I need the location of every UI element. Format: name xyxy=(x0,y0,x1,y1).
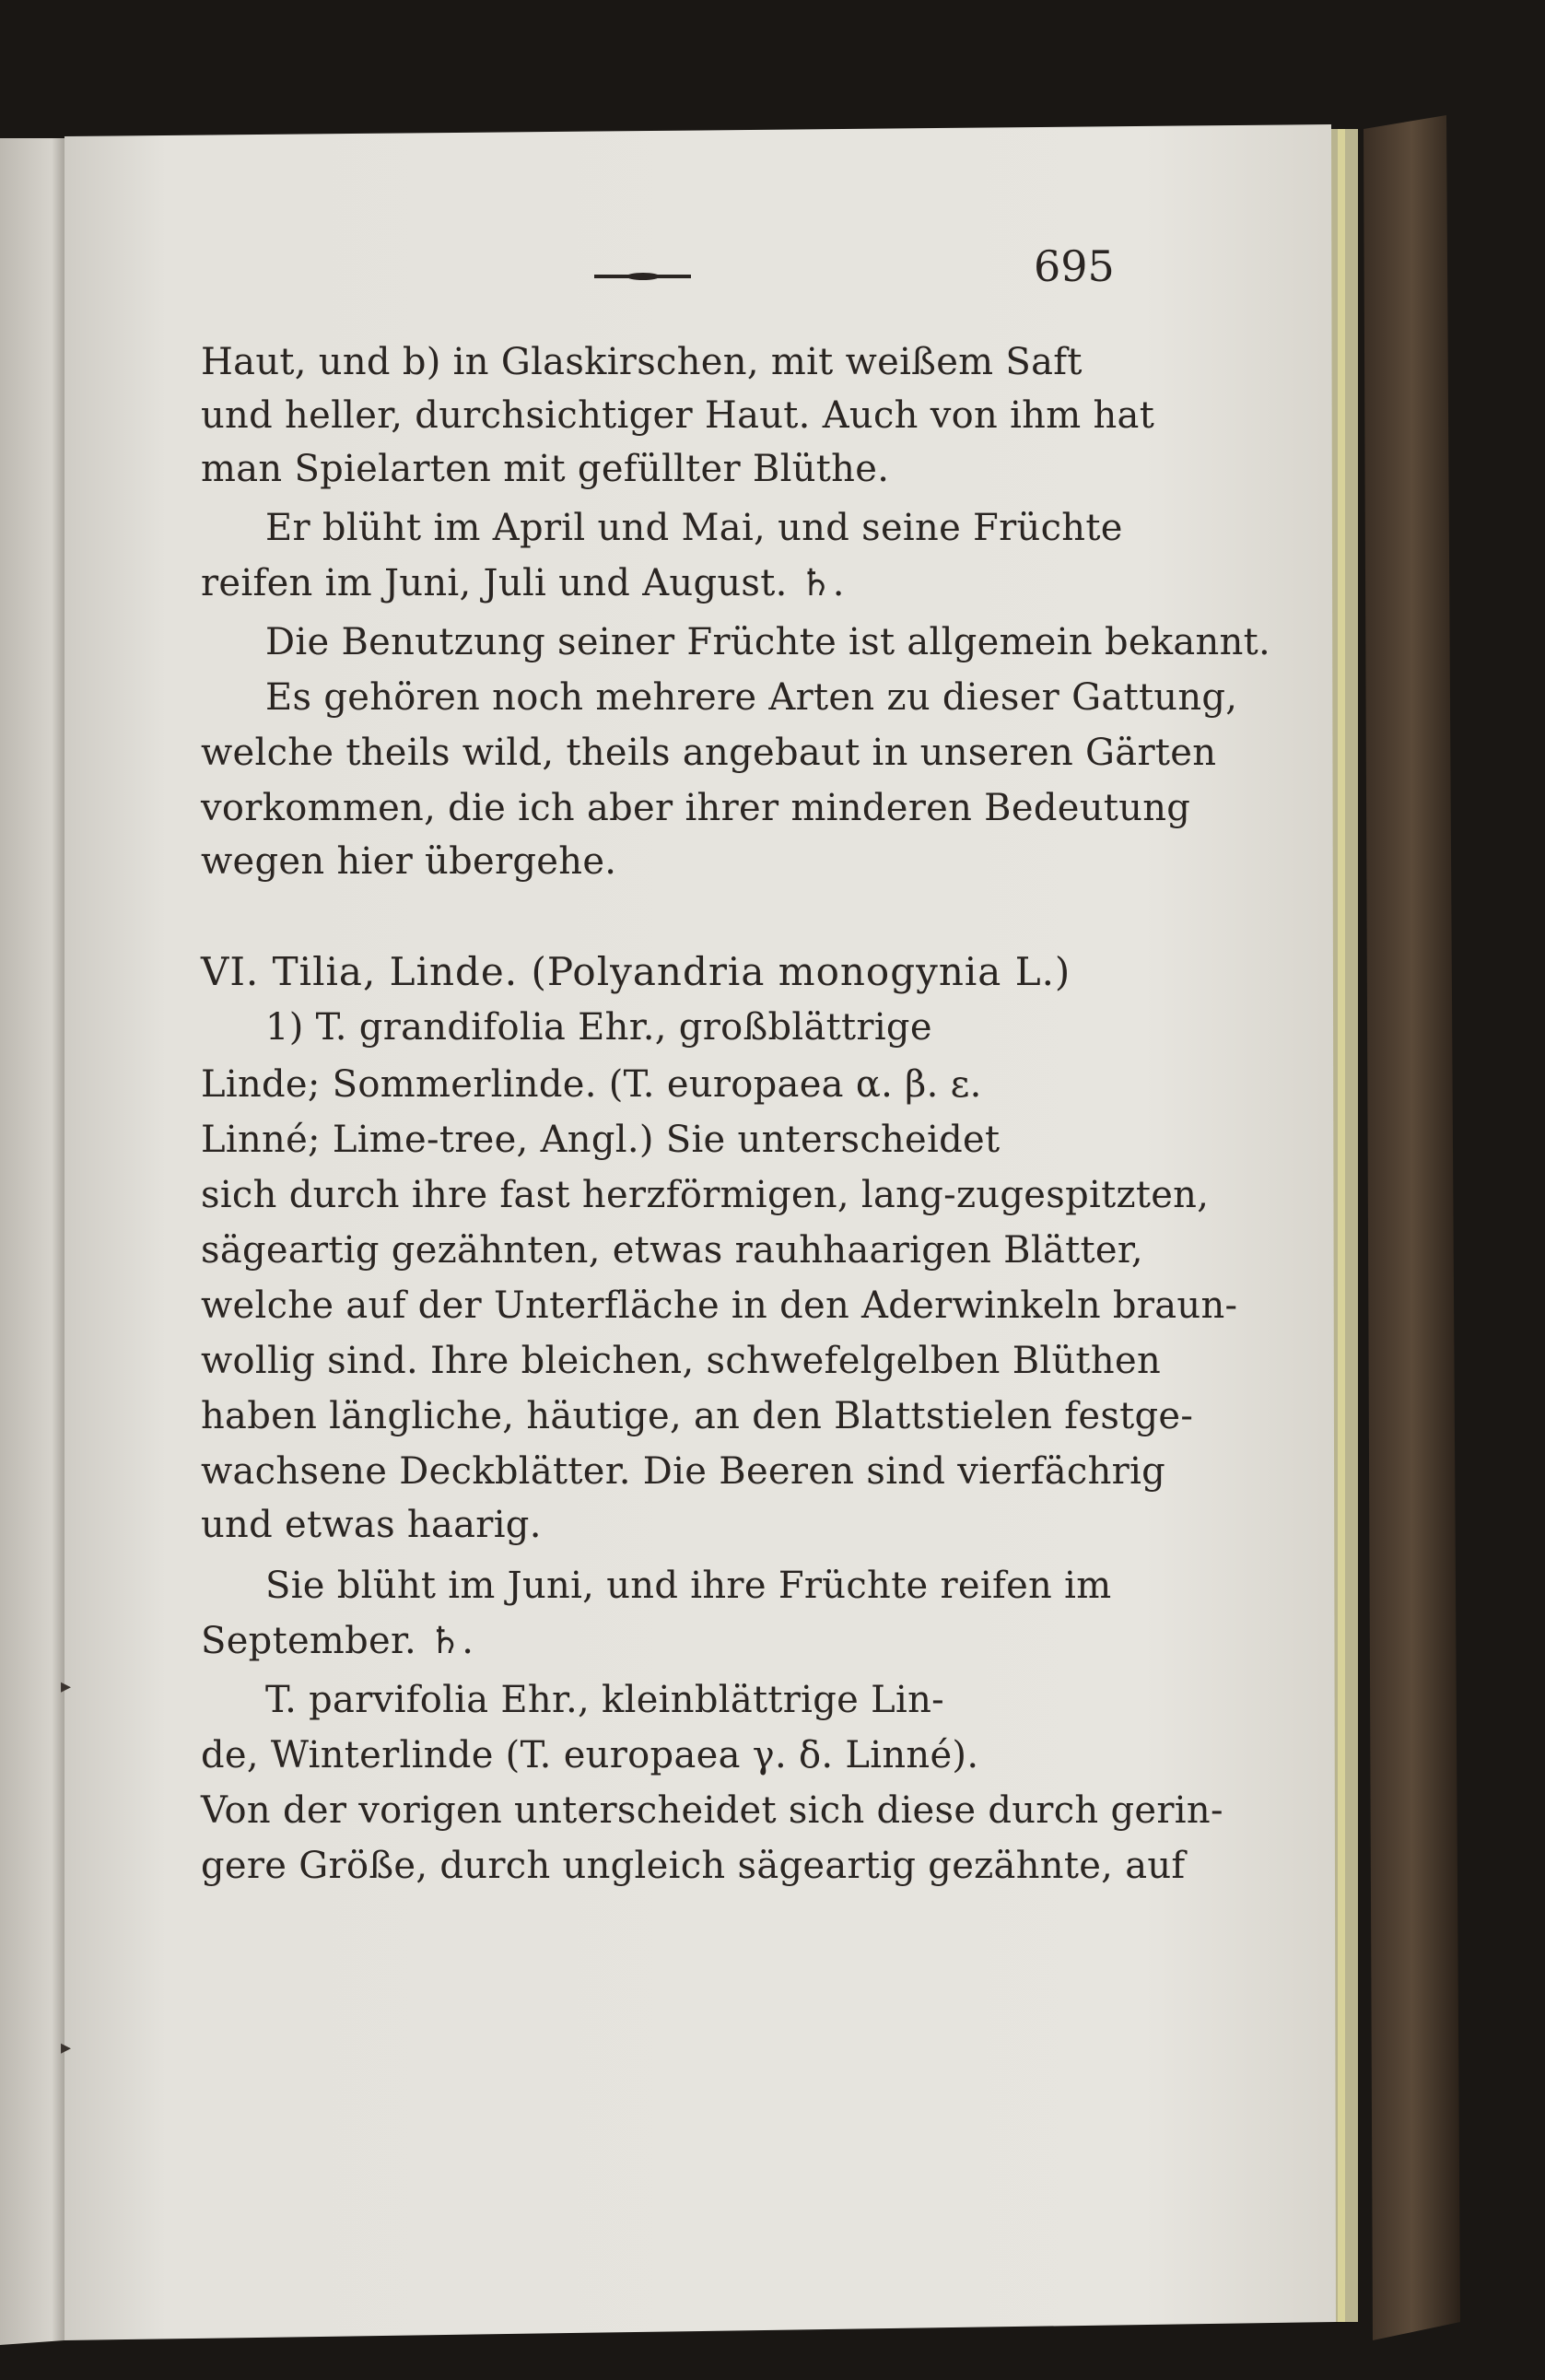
text-line: vorkommen, die ich aber ihrer minderen Bedeutung xyxy=(201,787,1191,829)
text-line: haben längliche, häutige, an den Blattstielen festge- xyxy=(201,1395,1194,1437)
text-line: September. ♄. xyxy=(201,1620,474,1662)
text-line: gere Größe, durch ungleich sägeartig gezähnte, auf xyxy=(201,1845,1186,1887)
text-line: man Spielarten mit gefüllter Blüthe. xyxy=(201,448,890,490)
text-line: Linné; Lime-tree, Angl.) Sie unterscheidet xyxy=(201,1119,1001,1161)
text-line: wollig sind. Ihre bleichen, schwefelgelben Blüthen xyxy=(201,1340,1162,1382)
text-line: T. parvifolia Ehr., kleinblättrige Lin- xyxy=(265,1679,944,1721)
text-line: Er blüht im April und Mai, und seine Früchte xyxy=(265,507,1123,549)
text-line: Die Benutzung seiner Früchte ist allgemein bekannt. xyxy=(265,621,1271,663)
text-line: 1) T. grandifolia Ehr., großblättrige xyxy=(265,1006,932,1049)
text-line: und heller, durchsichtiger Haut. Auch von ihm hat xyxy=(201,394,1155,437)
text-line: Sie blüht im Juni, und ihre Früchte reifen im xyxy=(265,1565,1112,1607)
text-line: sägeartig gezähnten, etwas rauhhaarigen Blätter, xyxy=(201,1229,1143,1272)
page-number: 695 xyxy=(1034,241,1115,291)
margin-mark-icon: ▸ xyxy=(61,2036,72,2059)
text-line: Linde; Sommerlinde. (T. europaea α. β. ε. xyxy=(201,1063,982,1106)
text-line: sich durch ihre fast herzförmigen, lang-zugespitzten, xyxy=(201,1174,1210,1216)
section-heading: VI. Tilia, Linde. (Polyandria monogynia L.) xyxy=(201,949,1071,994)
text-line: wegen hier übergehe. xyxy=(201,840,617,883)
text-line: Es gehören noch mehrere Arten zu dieser Gattung, xyxy=(265,676,1238,719)
margin-mark-icon: ▸ xyxy=(61,1675,72,1698)
text-line: Von der vorigen unterscheidet sich diese durch gerin- xyxy=(201,1789,1223,1832)
text-line: reifen im Juni, Juli und August. ♄. xyxy=(201,562,845,604)
text-line: und etwas haarig. xyxy=(201,1504,542,1546)
text-line: welche theils wild, theils angebaut in unseren Gärten xyxy=(201,732,1217,774)
text-line: de, Winterlinde (T. europaea γ. δ. Linné). xyxy=(201,1734,979,1776)
text-line: wachsene Deckblätter. Die Beeren sind vierfächrig xyxy=(201,1450,1166,1493)
text-line: Haut, und b) in Glaskirschen, mit weißem Saft xyxy=(201,341,1083,383)
text-line: welche auf der Unterfläche in den Aderwinkeln braun- xyxy=(201,1284,1238,1327)
